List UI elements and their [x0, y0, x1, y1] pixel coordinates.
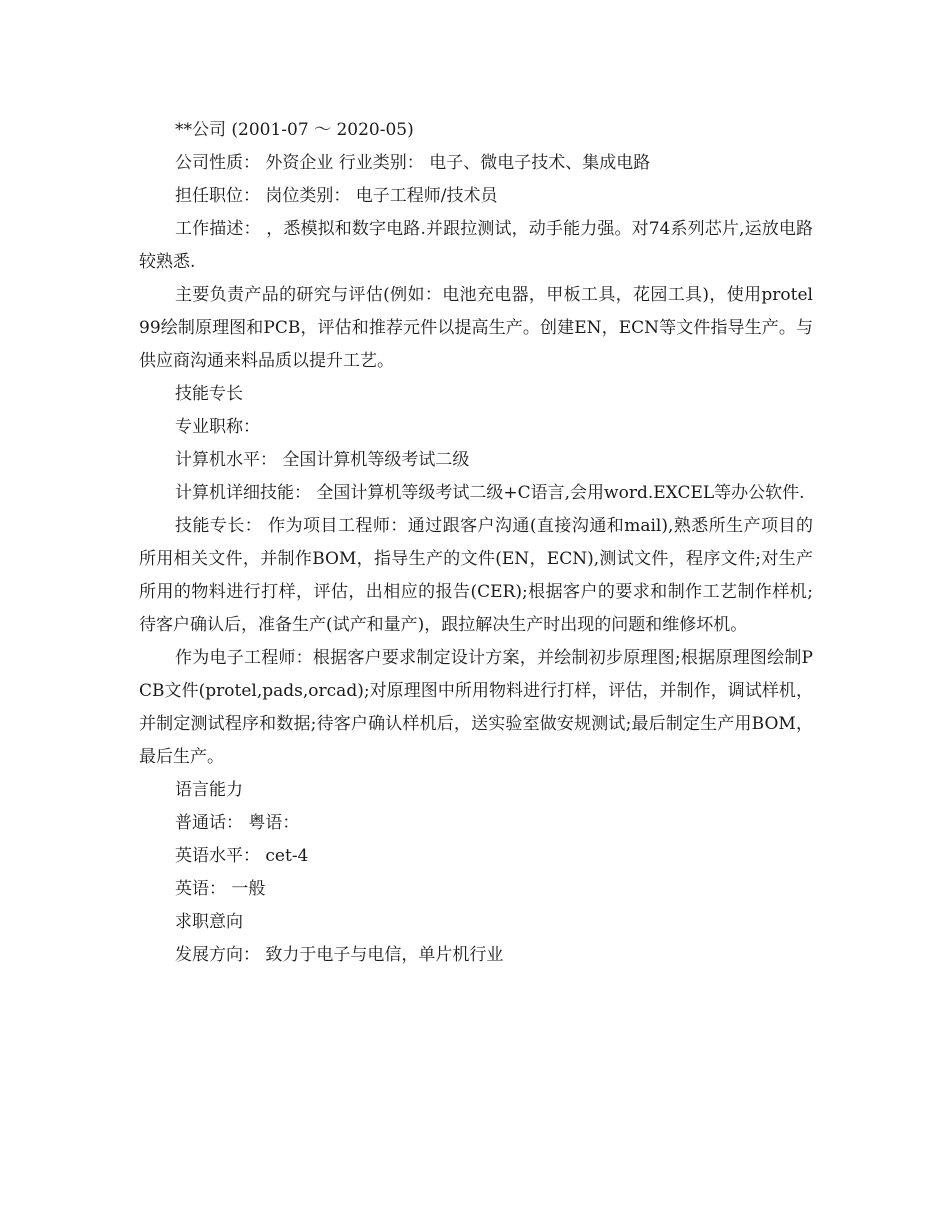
computer-skills-detail: 计算机详细技能： 全国计算机等级考试二级+C语言,会用word.EXCEL等办公软件. — [175, 483, 805, 503]
job-description: 工作描述： ，悉模拟和数字电路.并跟拉测试，动手能力强。对74系列芯片,运放电路较熟悉. — [139, 219, 813, 272]
section-heading-skills: 技能专长 — [175, 384, 243, 404]
company-nature: 公司性质： 外资企业 行业类别： 电子、微电子技术、集成电路 — [175, 153, 651, 173]
section-heading-job-intention: 求职意向 — [175, 912, 243, 932]
company-period: **公司 (2001-07 ～ 2020-05) — [175, 120, 414, 140]
english-ability: 英语： 一般 — [175, 879, 266, 899]
main-responsibilities: 主要负责产品的研究与评估(例如：电池充电器，甲板工具，花园工具)，使用protel 99绘制原理图和PCB，评估和推荐元件以提高生产。创建EN，ECN等文件指导生产。与供应商沟通来料品质以提升工艺。 — [139, 285, 813, 371]
english-level: 英语水平： cet-4 — [175, 846, 309, 866]
professional-title: 专业职称： — [175, 417, 260, 437]
computer-level: 计算机水平： 全国计算机等级考试二级 — [175, 450, 470, 470]
skills-project-engineer: 技能专长： 作为项目工程师：通过跟客户沟通(直接沟通和mail),熟悉所生产项目的所用相关文件，并制作BOM，指导生产的文件(EN，ECN),测试文件，程序文件;对生产所用的物料进行打样，评估，出相应的报告(CER);根据客户的要求和制作工艺制作样机;待客户确认后，准备生产(试产和量产)，跟拉解决生产时出现的问题和维修坏机。 — [139, 516, 813, 635]
mandarin-cantonese: 普通话： 粤语： — [175, 813, 300, 833]
section-heading-language: 语言能力 — [175, 780, 243, 800]
resume-body — [139, 114, 813, 972]
position-held: 担任职位： 岗位类别： 电子工程师/技术员 — [175, 186, 498, 206]
skills-electronic-engineer: 作为电子工程师：根据客户要求制定设计方案，并绘制初步原理图;根据原理图绘制PCB文件(protel,pads,orcad);对原理图中所用物料进行打样，评估，并制作，调试样机，并制定测试程序和数据;待客户确认样机后，送实验室做安规测试;最后制定生产用BOM，最后生产。 — [139, 648, 813, 767]
career-direction: 发展方向： 致力于电子与电信，单片机行业 — [175, 945, 504, 965]
